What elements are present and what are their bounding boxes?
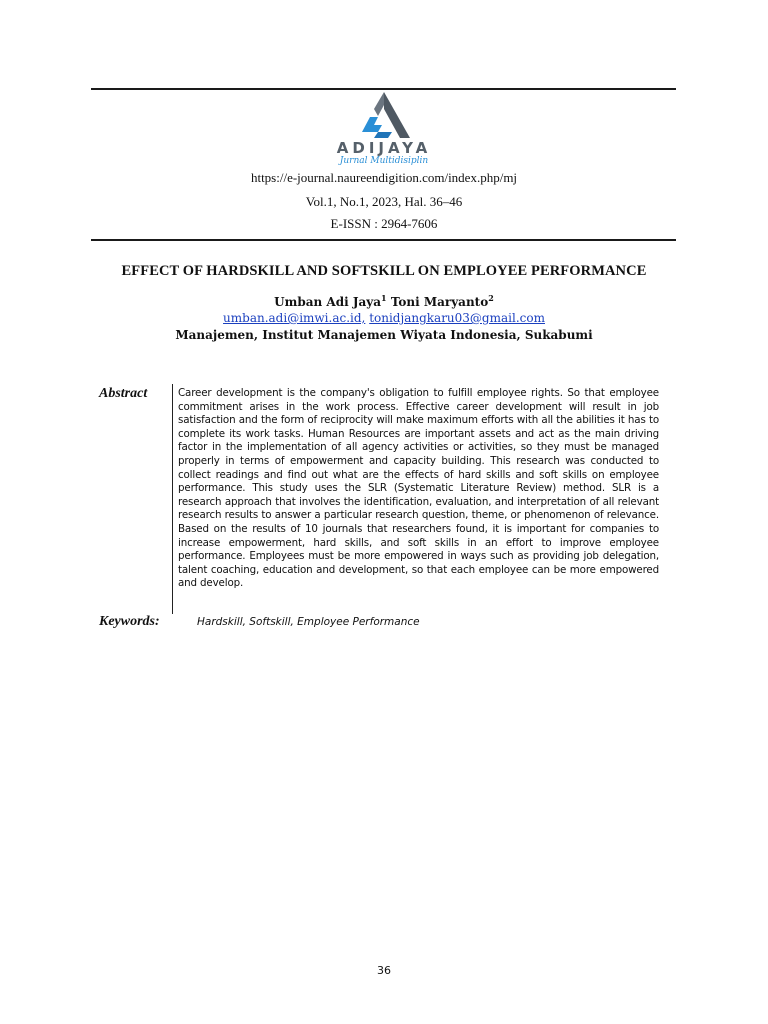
adijaya-logo-icon: [344, 90, 424, 142]
author-name: Toni Maryanto: [390, 295, 489, 309]
author-affiliation: Manajemen, Institut Manajemen Wiyata Indonesia, Sukabumi: [175, 328, 593, 342]
logo-subtitle: Jurnal Multidisiplin: [339, 156, 429, 166]
article-title: EFFECT OF HARDSKILL AND SOFTSKILL ON EMPLOYEE PERFORMANCE: [121, 263, 647, 279]
abstract-divider: [172, 384, 173, 614]
page-number: 36: [377, 964, 391, 977]
journal-issn: E-ISSN : 2964-7606: [330, 216, 438, 231]
keywords-label: Keywords:: [99, 614, 160, 629]
keywords-list: Hardskill, Softskill, Employee Performance: [197, 616, 420, 628]
logo-name: ADIJAYA: [336, 139, 432, 157]
abstract-body: Career development is the company's obligation to fulfill employee rights. So that employee commitment arises in the work process. Effective career development will result in job satisfaction and the form of reciprocity will make maximum efforts with all the abilities it has to complete its work tasks. Human Resources are important assets and act as the main driving factor in the implementation of all agency activities or activities, so they must be managed properly in terms of empowerment and capacity building. This research was conducted to collect readings and find out what are the effects of hard skills and soft skills on employee performance. This study uses the SLR (Systematic Literature Review) method. SLR is a research approach that involves the identification, evaluation, and interpretation of all relevant research results to answer a particular research question, theme, or phenomenon of relevance. Based on the results of 10 journals that researchers found, it is important for companies to increase empowerment, hard skills, and soft skills in an effort to improve employee performance. Employees must be more empowered in ways such as providing job delegation, talent coaching, education and development, so that each employee can be more empowered and develop.: [178, 387, 659, 590]
journal-logo: [0, 90, 768, 166]
author-list: [0, 293, 768, 309]
header-bottom-rule: [91, 239, 676, 241]
email-link[interactable]: umban.adi@imwi.ac.id,: [223, 311, 366, 325]
author-superscript: 2: [488, 293, 494, 303]
journal-volume: Vol.1, No.1, 2023, Hal. 36–46: [305, 194, 463, 209]
author-superscript: 1: [381, 293, 387, 303]
author-emails: [0, 311, 768, 325]
abstract-label: Abstract: [99, 386, 148, 401]
journal-url[interactable]: https://e-journal.naureendigition.com/index.php/mj: [250, 170, 518, 185]
author-name: Umban Adi Jaya: [274, 295, 382, 309]
email-link[interactable]: tonidjangkaru03@gmail.com: [369, 311, 545, 325]
